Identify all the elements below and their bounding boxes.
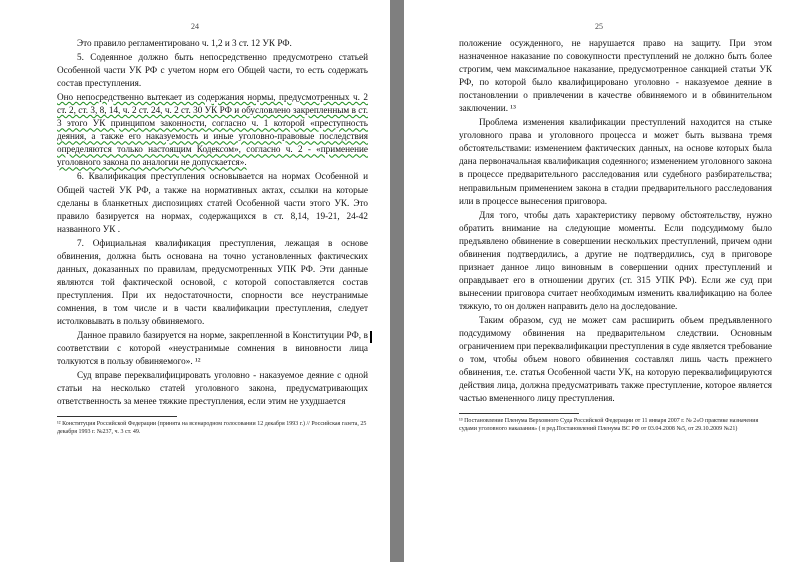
page-body[interactable] — [57, 37, 368, 408]
footnote-separator — [57, 416, 177, 417]
paragraph: Это правило регламентировано ч. 1,2 и 3 ст. 12 УК РФ. — [77, 38, 292, 48]
footnote: ¹² Конституция Российской Федерации (принята на всенародном голосовании 12 декабря 1993 г.) // Российская газета, 25 декабря 1993 г. №237, ч. 3 ст. 49. — [57, 421, 367, 436]
page-body[interactable] — [459, 37, 772, 405]
paragraph: Таким образом, суд не может сам расширить объем предъявленного подсудимому обвинения на предварительном следствии. Основным ограничением при переквалификации преступления в суде является требование о том, чтобы объем нового обвинения составлял лишь часть прежнего обвинения, т.е. статья Особенной части УК, на которую переквалифицируются действия лица, должна предусматривать также преступление, которое является частью вмененного лицу преступления. — [459, 314, 772, 404]
paragraph: Суд вправе переквалифицировать уголовно - наказуемое деяние с одной статьи на несколько статей уголовного закона, предусматривающих ответственность за менее тяжкие преступления, если этим не ухудшается — [57, 370, 368, 407]
paragraph: Проблема изменения квалификации преступлений находится на стыке уголовного права и уголовного процесса и может быть вызвана тремя обстоятельствами: изменением фактических данных, на основе которых была дана первоначальная квалификация содеянного; изменением уголовного закона в процессе предварительного расследования или судебного разбирательства; неправильным применением закона в стадии предварительного расследования или в процессе вынесения приговора. — [459, 117, 772, 206]
paragraph: Для того, чтобы дать характеристику первому обстоятельству, нужно обратить внимание на следующие моменты. Если подсудимому было предъявлено обвинение в совершении нескольких преступлений, причем одни обвинения подтвердились, а другие не подтвердились, суд в приговоре признает данное лицо виновным в совершении одних преступлений и оправдывает его в отношении других (ст. 315 УПК РФ). Если же суд при вынесении приговора считает необходимым изменить квалификацию на более тяжкую, то он должен направить дело на доследование. — [459, 209, 772, 311]
paragraph: 5. Содеянное должно быть непосредственно предусмотрено статьей Особенной части УК РФ с учетом норм его Общей части, то есть содержать состав преступления. — [57, 52, 368, 89]
text-cursor — [370, 331, 372, 343]
paragraph: 7. Официальная квалификация преступления, лежащая в основе обвинения, должна быть основана на точно установленных фактических данных, доказанных по правилам, предусмотренных УПК РФ. Эти данные являются той фактической основой, с которой сопоставляется состав преступления. При их недостаточности, спорности все неустранимые сомнения, в том числе и в части квалификации преступления, следует истолковывать в пользу обвиняемого. — [57, 237, 368, 326]
page-number: 24 — [191, 22, 199, 31]
right-page[interactable] — [404, 0, 794, 562]
paragraph: 6. Квалификация преступления основывается на нормах Особенной и Общей частей УК РФ, а также на нормативных актах, ссылки на которые сделаны в бланкетных диспозициях статей Особенной части этого УК. Это правило базируется на нормах, содержащихся в ст. 8,14, 19-21, 24-42 названного УК . — [57, 171, 368, 234]
paragraph: положение осужденного, не нарушается право на защиту. При этом назначенное наказание по совокупности преступлений не должно быть более строгим, чем максимальное наказание, предусмотренное санкцией статьи УК РФ, по которой было квалифицировано уголовно - наказуемое деяние в постановлении о привлечении в качестве обвиняемого и в обвинительном заключении. ¹³ — [459, 38, 772, 114]
paragraph: Данное правило базируется на норме, закрепленной в Конституции РФ, в соответствии с которой «неустранимые сомнения в виновности лица толкуются в пользу обвиняемого». ¹² — [57, 330, 368, 367]
page-number: 25 — [595, 22, 603, 31]
left-page[interactable] — [0, 0, 390, 562]
footnote: ¹³ Постановление Пленума Верховного Суда Российской Федерации от 11 января 2007 г. № 2«О практике назначения судами уголовного наказания» ( в ред.Постановлений Пленума ВС РФ от 03.04.2008 №5, от 29.10.2009 №21) — [459, 418, 759, 433]
footnote-separator — [459, 413, 579, 414]
paragraph: Оно непосредственно вытекает из содержания нормы, предусмотренных ч. 2 ст. 2, ст. 3, 8, 14, ч. 2 ст. 24, ч. 2 ст. 30 УК РФ и обусловлено закрепленным в ст. 3 этого УК принципом законности, согласно ч. 1 которой «преступность деяния, а также его наказуемость и иные уголовно-правовые последствия определяются только настоящим Кодексом», согласно ч. 2 - «применение уголовного закона по аналогии не допускается». — [57, 92, 368, 168]
